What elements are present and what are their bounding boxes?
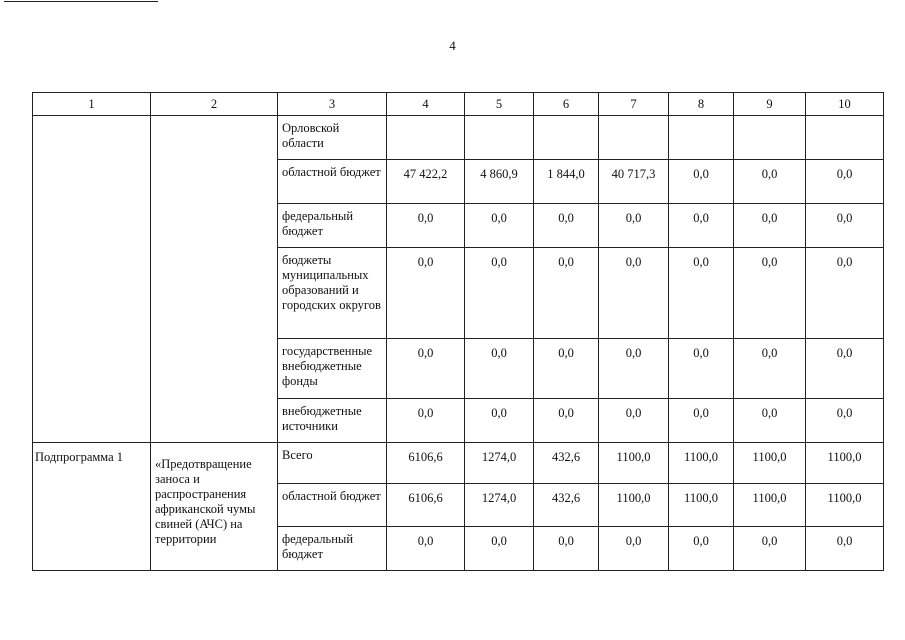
value-cell: 40 717,3 bbox=[599, 160, 669, 204]
value-cell: 0,0 bbox=[669, 399, 734, 443]
value-cell: 0,0 bbox=[806, 248, 884, 339]
subprogram-code: Подпрограмма 1 bbox=[33, 443, 151, 571]
value-cell: 0,0 bbox=[734, 339, 806, 399]
value-cell: 0,0 bbox=[669, 204, 734, 248]
value-cell: 1274,0 bbox=[465, 443, 534, 484]
value-cell: 0,0 bbox=[387, 527, 465, 571]
value-cell: 0,0 bbox=[734, 160, 806, 204]
value-cell bbox=[599, 116, 669, 160]
value-cell: 0,0 bbox=[734, 204, 806, 248]
value-cell: 0,0 bbox=[387, 204, 465, 248]
header-cell-2: 2 bbox=[151, 93, 278, 116]
header-cell-5: 5 bbox=[465, 93, 534, 116]
value-cell: 0,0 bbox=[734, 527, 806, 571]
value-cell: 0,0 bbox=[599, 399, 669, 443]
value-cell: 0,0 bbox=[806, 339, 884, 399]
value-cell: 0,0 bbox=[465, 204, 534, 248]
value-cell: 1 844,0 bbox=[534, 160, 599, 204]
funding-source-label: федеральный бюджет bbox=[278, 527, 387, 571]
funding-source-label: бюджеты муниципальных образований и городских округов bbox=[278, 248, 387, 339]
header-cell-7: 7 bbox=[599, 93, 669, 116]
value-cell: 0,0 bbox=[465, 248, 534, 339]
page-number: 4 bbox=[449, 38, 456, 53]
empty-cell bbox=[33, 116, 151, 443]
funding-source-label: Орловской области bbox=[278, 116, 387, 160]
value-cell: 0,0 bbox=[599, 248, 669, 339]
value-cell: 0,0 bbox=[599, 339, 669, 399]
funding-source-label: внебюджетные источники bbox=[278, 399, 387, 443]
value-cell: 0,0 bbox=[534, 399, 599, 443]
value-cell: 0,0 bbox=[669, 248, 734, 339]
header-cell-3: 3 bbox=[278, 93, 387, 116]
value-cell: 0,0 bbox=[599, 204, 669, 248]
value-cell: 1100,0 bbox=[806, 443, 884, 484]
header-row bbox=[33, 93, 884, 116]
funding-source-label: федеральный бюджет bbox=[278, 204, 387, 248]
value-cell bbox=[465, 116, 534, 160]
value-cell: 0,0 bbox=[387, 248, 465, 339]
header-cell-4: 4 bbox=[387, 93, 465, 116]
funding-source-label: государственные внебюджетные фонды bbox=[278, 339, 387, 399]
value-cell: 1274,0 bbox=[465, 484, 534, 527]
header-cell-1: 1 bbox=[33, 93, 151, 116]
value-cell: 0,0 bbox=[534, 248, 599, 339]
value-cell: 0,0 bbox=[734, 248, 806, 339]
funding-source-label: областной бюджет bbox=[278, 160, 387, 204]
value-cell: 1100,0 bbox=[599, 484, 669, 527]
value-cell: 1100,0 bbox=[734, 484, 806, 527]
value-cell: 0,0 bbox=[806, 204, 884, 248]
empty-cell bbox=[151, 116, 278, 443]
value-cell: 0,0 bbox=[387, 339, 465, 399]
value-cell: 47 422,2 bbox=[387, 160, 465, 204]
value-cell: 0,0 bbox=[806, 160, 884, 204]
funding-source-label: областной бюджет bbox=[278, 484, 387, 527]
funding-source-label: Всего bbox=[278, 443, 387, 484]
value-cell: 1100,0 bbox=[669, 443, 734, 484]
value-cell bbox=[669, 116, 734, 160]
value-cell: 0,0 bbox=[534, 339, 599, 399]
table-row bbox=[33, 443, 884, 484]
value-cell: 0,0 bbox=[465, 399, 534, 443]
value-cell: 1100,0 bbox=[599, 443, 669, 484]
value-cell: 1100,0 bbox=[806, 484, 884, 527]
value-cell bbox=[806, 116, 884, 160]
value-cell: 0,0 bbox=[806, 399, 884, 443]
value-cell bbox=[534, 116, 599, 160]
value-cell bbox=[387, 116, 465, 160]
header-cell-6: 6 bbox=[534, 93, 599, 116]
value-cell: 1100,0 bbox=[669, 484, 734, 527]
value-cell: 0,0 bbox=[734, 399, 806, 443]
value-cell: 0,0 bbox=[669, 160, 734, 204]
value-cell: 0,0 bbox=[465, 527, 534, 571]
value-cell: 0,0 bbox=[534, 527, 599, 571]
value-cell: 0,0 bbox=[387, 399, 465, 443]
value-cell: 0,0 bbox=[599, 527, 669, 571]
value-cell: 0,0 bbox=[806, 527, 884, 571]
table-row bbox=[33, 116, 884, 160]
value-cell bbox=[734, 116, 806, 160]
value-cell: 432,6 bbox=[534, 484, 599, 527]
header-cell-9: 9 bbox=[734, 93, 806, 116]
value-cell: 1100,0 bbox=[734, 443, 806, 484]
value-cell: 6106,6 bbox=[387, 484, 465, 527]
value-cell: 0,0 bbox=[534, 204, 599, 248]
value-cell: 432,6 bbox=[534, 443, 599, 484]
header-cell-10: 10 bbox=[806, 93, 884, 116]
budget-table bbox=[32, 92, 884, 571]
value-cell: 4 860,9 bbox=[465, 160, 534, 204]
value-cell: 0,0 bbox=[465, 339, 534, 399]
header-cell-8: 8 bbox=[669, 93, 734, 116]
value-cell: 0,0 bbox=[669, 527, 734, 571]
subprogram-name: «Предотвращение заноса и распространения африканской чумы свиней (АЧС) на территории bbox=[151, 443, 278, 571]
top-rule bbox=[4, 1, 158, 2]
value-cell: 6106,6 bbox=[387, 443, 465, 484]
value-cell: 0,0 bbox=[669, 339, 734, 399]
